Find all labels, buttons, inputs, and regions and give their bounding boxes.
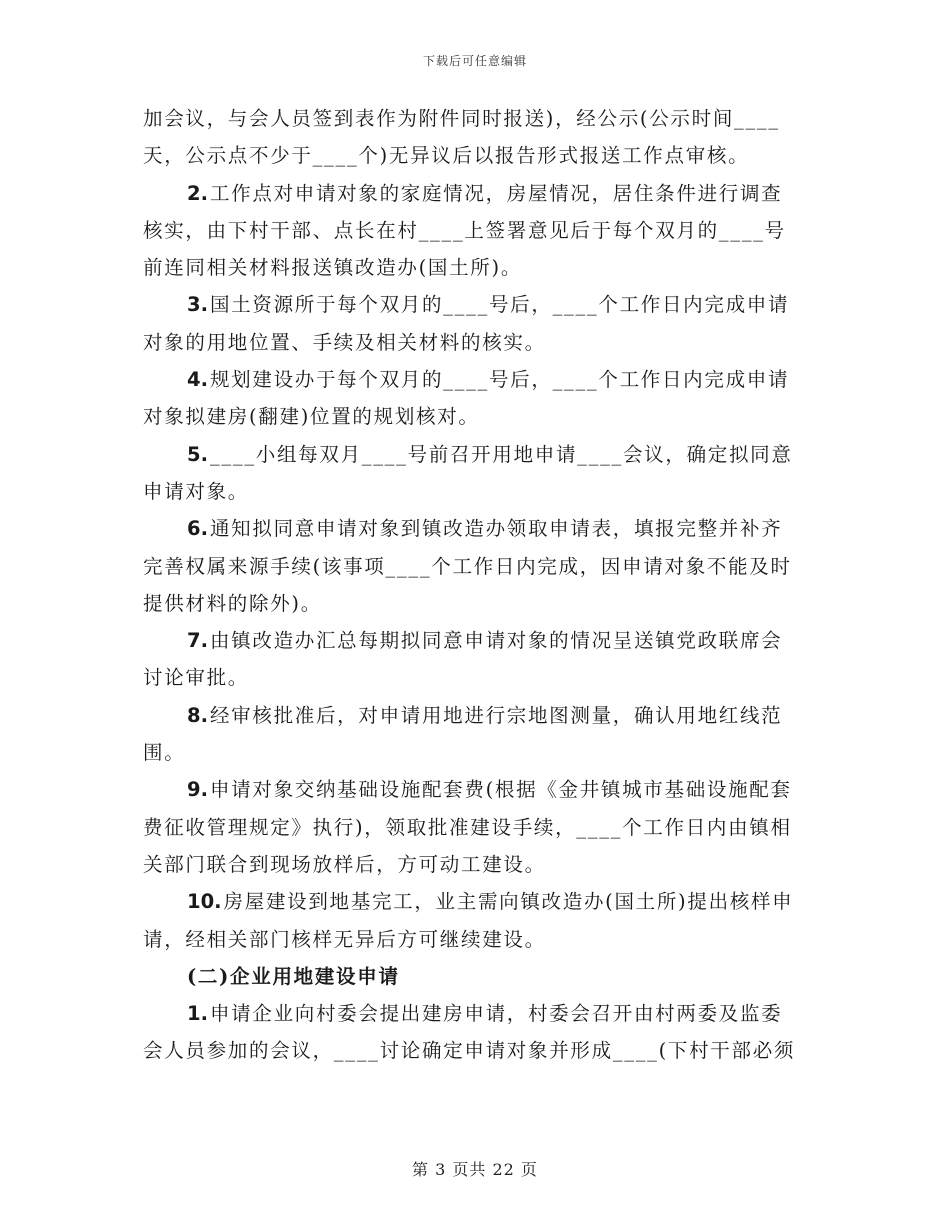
paragraph-line: 4. 规划建设办于每个双月的____号后，____个工作日内完成申请: [187, 368, 790, 392]
paragraph-line: 3. 国土资源所于每个双月的____号后，____个工作日内完成申请: [187, 293, 790, 317]
item-number: 3.: [187, 293, 208, 317]
paragraph-line: 完善权属来源手续(该事项____个工作日内完成，因申请对象不能及时: [143, 554, 792, 578]
paragraph-line: 核实，由下村干部、点长在村____上签署意见后于每个双月的____号: [143, 218, 786, 242]
item-number: 4.: [187, 368, 208, 392]
paragraph-line: 7. 由镇改造办汇总每期拟同意申请对象的情况呈送镇党政联席会: [187, 629, 783, 653]
paragraph-line: 加会议，与会人员签到表作为附件同时报送)，经公示(公示时间____: [143, 107, 780, 130]
page-footer: 第 3 页共 22 页: [412, 1160, 538, 1179]
paragraph-line: 费征收管理规定》执行)，领取批准建设手续，____个工作日内由镇相: [143, 815, 792, 839]
document-body: [143, 100, 805, 1070]
download-note: 下载后可任意编辑: [422, 54, 527, 68]
paragraph-line: 申请对象。: [143, 479, 250, 503]
paragraph-line: 关部门联合到现场放样后，方可动工建设。: [143, 852, 546, 876]
paragraph-line: 讨论审批。: [143, 666, 250, 690]
paragraph-line: 请，经相关部门核样无异后方可继续建设。: [143, 927, 546, 951]
item-number: 7.: [187, 629, 208, 653]
item-number: 2.: [187, 181, 208, 205]
paragraph-line: 8. 经审核批准后，对申请用地进行宗地图测量，确认用地红线范: [187, 703, 783, 727]
paragraph-line: 对象的用地位置、手续及相关材料的核实。: [143, 330, 546, 354]
paragraph-line: 10. 房屋建设到地基完工，业主需向镇改造办(国土所)提出核样申: [187, 890, 794, 914]
paragraph-line: 提供材料的除外)。: [143, 591, 322, 615]
paragraph-line: 9. 申请对象交纳基础设施配套费(根据《金井镇城市基础设施配套: [187, 778, 792, 802]
paragraph-line: 前连同相关材料报送镇改造办(国土所)。: [143, 256, 523, 280]
item-number: 6.: [187, 517, 208, 541]
paragraph-line: 1. 申请企业向村委会提出建房申请，村委会召开由村两委及监委: [187, 1002, 783, 1026]
paragraph-line: 会人员参加的会议，____讨论确定申请对象并形成____(下村干部必须: [143, 1039, 796, 1063]
item-number: 8.: [187, 703, 208, 727]
paragraph-line: 6. 通知拟同意申请对象到镇改造办领取申请表，填报完整并补齐: [187, 517, 783, 541]
item-number: 10.: [187, 890, 222, 914]
item-number: 5.: [187, 442, 208, 466]
paragraph-line: 对象拟建房(翻建)位置的规划核对。: [143, 405, 480, 429]
paragraph-line: 2. 工作点对申请对象的家庭情况，房屋情况，居住条件进行调查: [187, 181, 783, 205]
item-number: 1.: [187, 1002, 208, 1026]
item-number: 9.: [187, 778, 208, 802]
paragraph-line: 围。: [143, 741, 186, 765]
paragraph-line: 天，公示点不少于____个)无异议后以报告形式报送工作点审核。: [143, 144, 750, 168]
section-heading: (二)企业用地建设申请: [187, 964, 400, 988]
paragraph-line: 5. ____小组每双月____号前召开用地申请____会议，确定拟同意: [187, 442, 793, 466]
